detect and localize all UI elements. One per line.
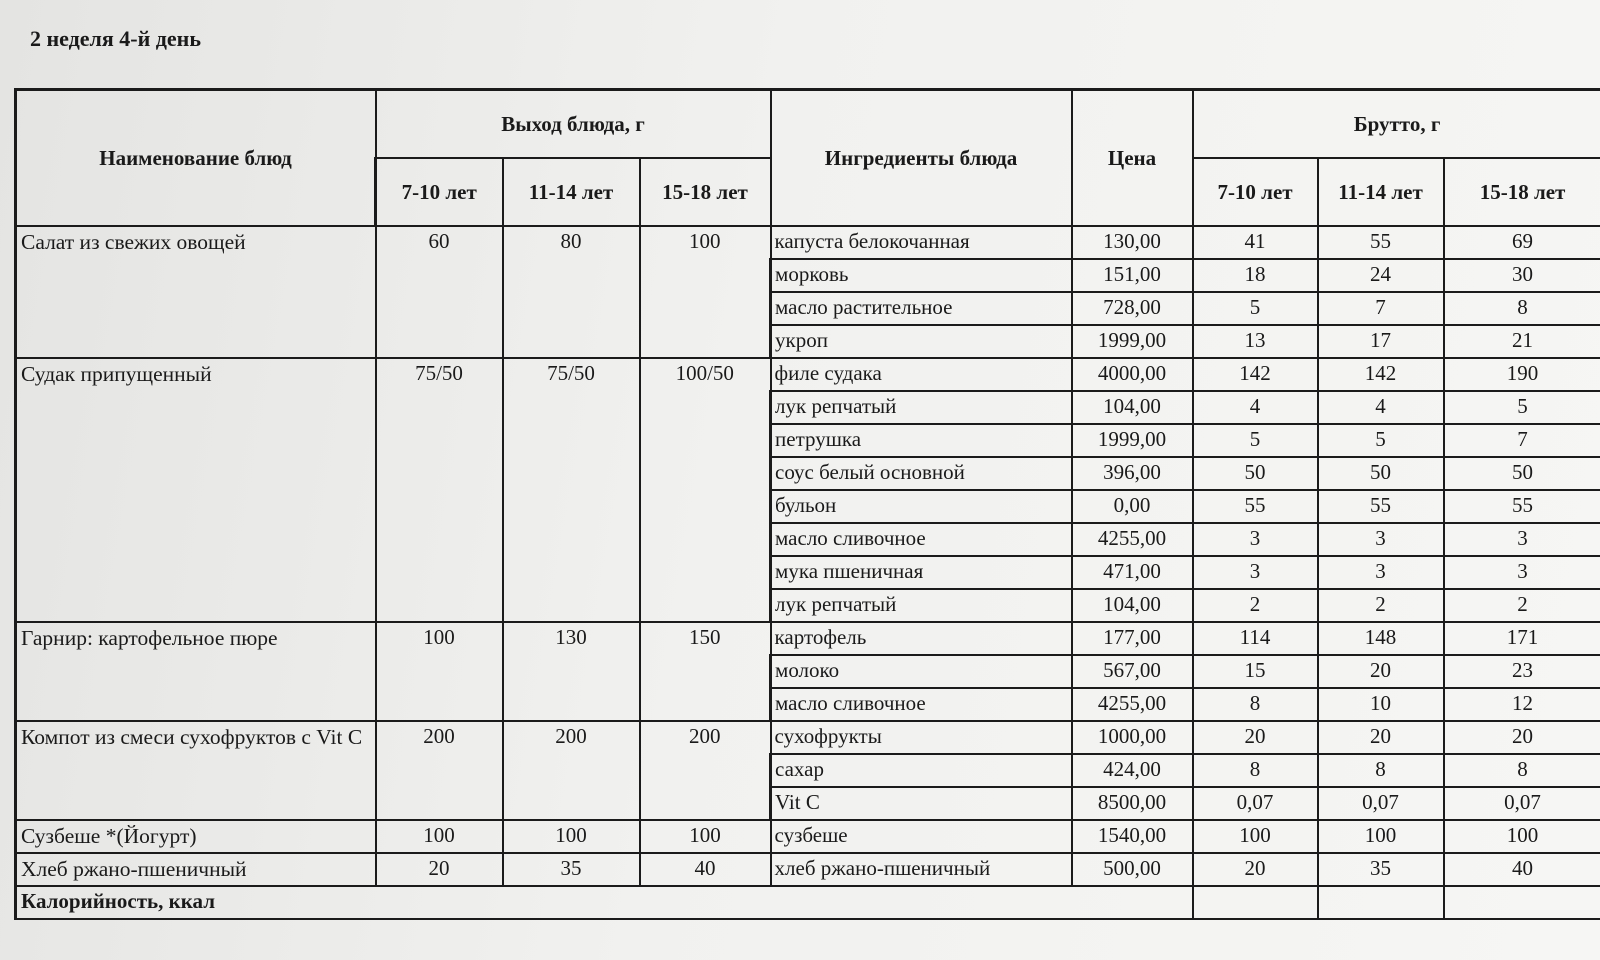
table-row <box>16 721 1600 754</box>
gross-11-14: 55 <box>1318 490 1444 523</box>
ingredient-price: 104,00 <box>1072 589 1193 622</box>
header-ingredients: Ингредиенты блюда <box>771 90 1072 227</box>
ingredient-price: 396,00 <box>1072 457 1193 490</box>
gross-7-10: 8 <box>1193 754 1318 787</box>
output-15-18: 100/50 <box>640 358 771 622</box>
dish-name: Гарнир: картофельное пюре <box>16 622 376 721</box>
gross-11-14: 3 <box>1318 523 1444 556</box>
output-7-10: 60 <box>376 226 503 358</box>
ingredient-price: 151,00 <box>1072 259 1193 292</box>
output-15-18: 150 <box>640 622 771 721</box>
output-15-18: 100 <box>640 820 771 853</box>
ingredient-name: соус белый основной <box>771 457 1072 490</box>
table-row <box>16 622 1600 655</box>
ingredient-name: укроп <box>771 325 1072 358</box>
output-7-10: 100 <box>376 820 503 853</box>
ingredient-price: 1999,00 <box>1072 325 1193 358</box>
ingredient-name: сузбеше <box>771 820 1072 853</box>
header-gross-age-11-14: 11-14 лет <box>1318 158 1444 226</box>
ingredient-name: бульон <box>771 490 1072 523</box>
gross-15-18: 23 <box>1444 655 1600 688</box>
output-11-14: 80 <box>503 226 640 358</box>
header-dish-name: Наименование блюд <box>16 90 376 227</box>
output-15-18: 100 <box>640 226 771 358</box>
gross-15-18: 69 <box>1444 226 1600 259</box>
gross-11-14: 5 <box>1318 424 1444 457</box>
dish-name: Салат из свежих овощей <box>16 226 376 358</box>
gross-15-18: 190 <box>1444 358 1600 391</box>
ingredient-name: сахар <box>771 754 1072 787</box>
ingredient-price: 4000,00 <box>1072 358 1193 391</box>
gross-7-10: 8 <box>1193 688 1318 721</box>
gross-11-14: 20 <box>1318 721 1444 754</box>
gross-7-10: 114 <box>1193 622 1318 655</box>
gross-15-18: 2 <box>1444 589 1600 622</box>
gross-7-10: 18 <box>1193 259 1318 292</box>
header-output-age-15-18: 15-18 лет <box>640 158 771 226</box>
output-11-14: 130 <box>503 622 640 721</box>
ingredient-name: морковь <box>771 259 1072 292</box>
ingredient-price: 8500,00 <box>1072 787 1193 820</box>
gross-7-10: 100 <box>1193 820 1318 853</box>
gross-7-10: 13 <box>1193 325 1318 358</box>
gross-7-10: 20 <box>1193 721 1318 754</box>
ingredient-name: сухофрукты <box>771 721 1072 754</box>
ingredient-price: 728,00 <box>1072 292 1193 325</box>
gross-7-10: 5 <box>1193 424 1318 457</box>
calories-label: Калорийность, ккал <box>16 886 1193 919</box>
ingredient-price: 471,00 <box>1072 556 1193 589</box>
gross-15-18: 8 <box>1444 292 1600 325</box>
gross-15-18: 12 <box>1444 688 1600 721</box>
gross-11-14: 0,07 <box>1318 787 1444 820</box>
ingredient-name: лук репчатый <box>771 391 1072 424</box>
header-output-age-11-14: 11-14 лет <box>503 158 640 226</box>
output-7-10: 20 <box>376 853 503 886</box>
gross-11-14: 24 <box>1318 259 1444 292</box>
gross-15-18: 100 <box>1444 820 1600 853</box>
gross-11-14: 3 <box>1318 556 1444 589</box>
menu-table <box>14 88 1600 920</box>
ingredient-name: петрушка <box>771 424 1072 457</box>
header-row-1 <box>16 90 1600 159</box>
gross-7-10: 142 <box>1193 358 1318 391</box>
gross-11-14: 8 <box>1318 754 1444 787</box>
gross-7-10: 0,07 <box>1193 787 1318 820</box>
ingredient-name: мука пшеничная <box>771 556 1072 589</box>
gross-7-10: 15 <box>1193 655 1318 688</box>
calories-15-18 <box>1444 886 1600 919</box>
gross-15-18: 21 <box>1444 325 1600 358</box>
calories-7-10 <box>1193 886 1318 919</box>
ingredient-name: капуста белокочанная <box>771 226 1072 259</box>
ingredient-price: 0,00 <box>1072 490 1193 523</box>
output-11-14: 200 <box>503 721 640 820</box>
gross-15-18: 3 <box>1444 523 1600 556</box>
gross-11-14: 17 <box>1318 325 1444 358</box>
gross-11-14: 148 <box>1318 622 1444 655</box>
gross-15-18: 55 <box>1444 490 1600 523</box>
table-row <box>16 820 1600 853</box>
gross-15-18: 40 <box>1444 853 1600 886</box>
output-15-18: 200 <box>640 721 771 820</box>
gross-11-14: 55 <box>1318 226 1444 259</box>
ingredient-price: 4255,00 <box>1072 523 1193 556</box>
gross-7-10: 41 <box>1193 226 1318 259</box>
ingredient-price: 567,00 <box>1072 655 1193 688</box>
calories-11-14 <box>1318 886 1444 919</box>
output-11-14: 75/50 <box>503 358 640 622</box>
table-row <box>16 358 1600 391</box>
menu-body <box>16 226 1600 886</box>
gross-11-14: 50 <box>1318 457 1444 490</box>
gross-7-10: 20 <box>1193 853 1318 886</box>
output-7-10: 100 <box>376 622 503 721</box>
ingredient-name: лук репчатый <box>771 589 1072 622</box>
gross-15-18: 8 <box>1444 754 1600 787</box>
table-row <box>16 853 1600 886</box>
header-gross-age-15-18: 15-18 лет <box>1444 158 1600 226</box>
gross-7-10: 3 <box>1193 523 1318 556</box>
gross-15-18: 50 <box>1444 457 1600 490</box>
output-7-10: 75/50 <box>376 358 503 622</box>
ingredient-price: 1000,00 <box>1072 721 1193 754</box>
ingredient-name: масло сливочное <box>771 688 1072 721</box>
ingredient-price: 104,00 <box>1072 391 1193 424</box>
ingredient-price: 1999,00 <box>1072 424 1193 457</box>
ingredient-name: масло растительное <box>771 292 1072 325</box>
gross-15-18: 30 <box>1444 259 1600 292</box>
output-11-14: 100 <box>503 820 640 853</box>
gross-7-10: 55 <box>1193 490 1318 523</box>
calories-row <box>16 886 1600 919</box>
ingredient-name: филе судака <box>771 358 1072 391</box>
ingredient-name: молоко <box>771 655 1072 688</box>
gross-15-18: 5 <box>1444 391 1600 424</box>
gross-11-14: 2 <box>1318 589 1444 622</box>
header-output: Выход блюда, г <box>376 90 771 159</box>
gross-11-14: 4 <box>1318 391 1444 424</box>
header-price: Цена <box>1072 90 1193 227</box>
gross-11-14: 20 <box>1318 655 1444 688</box>
ingredient-name: масло сливочное <box>771 523 1072 556</box>
gross-15-18: 3 <box>1444 556 1600 589</box>
gross-11-14: 35 <box>1318 853 1444 886</box>
header-gross-age-7-10: 7-10 лет <box>1193 158 1318 226</box>
header-gross: Брутто, г <box>1193 90 1600 159</box>
page-title: 2 неделя 4-й день <box>30 26 201 51</box>
ingredient-price: 1540,00 <box>1072 820 1193 853</box>
gross-11-14: 142 <box>1318 358 1444 391</box>
ingredient-price: 424,00 <box>1072 754 1193 787</box>
ingredient-price: 500,00 <box>1072 853 1193 886</box>
dish-name: Судак припущенный <box>16 358 376 622</box>
dish-name: Хлеб ржано-пшеничный <box>16 853 376 886</box>
table-row <box>16 226 1600 259</box>
output-7-10: 200 <box>376 721 503 820</box>
gross-15-18: 7 <box>1444 424 1600 457</box>
output-15-18: 40 <box>640 853 771 886</box>
gross-7-10: 2 <box>1193 589 1318 622</box>
ingredient-price: 130,00 <box>1072 226 1193 259</box>
gross-15-18: 0,07 <box>1444 787 1600 820</box>
gross-7-10: 4 <box>1193 391 1318 424</box>
gross-11-14: 7 <box>1318 292 1444 325</box>
ingredient-name: хлеб ржано-пшеничный <box>771 853 1072 886</box>
output-11-14: 35 <box>503 853 640 886</box>
gross-11-14: 100 <box>1318 820 1444 853</box>
ingredient-name: картофель <box>771 622 1072 655</box>
dish-name: Компот из смеси сухофруктов с Vit C <box>16 721 376 820</box>
gross-7-10: 50 <box>1193 457 1318 490</box>
gross-7-10: 5 <box>1193 292 1318 325</box>
ingredient-price: 4255,00 <box>1072 688 1193 721</box>
gross-15-18: 171 <box>1444 622 1600 655</box>
menu-sheet <box>14 88 1600 920</box>
ingredient-price: 177,00 <box>1072 622 1193 655</box>
ingredient-name: Vit C <box>771 787 1072 820</box>
gross-7-10: 3 <box>1193 556 1318 589</box>
dish-name: Сузбеше *(Йогурт) <box>16 820 376 853</box>
gross-15-18: 20 <box>1444 721 1600 754</box>
gross-11-14: 10 <box>1318 688 1444 721</box>
header-output-age-7-10: 7-10 лет <box>376 158 503 226</box>
